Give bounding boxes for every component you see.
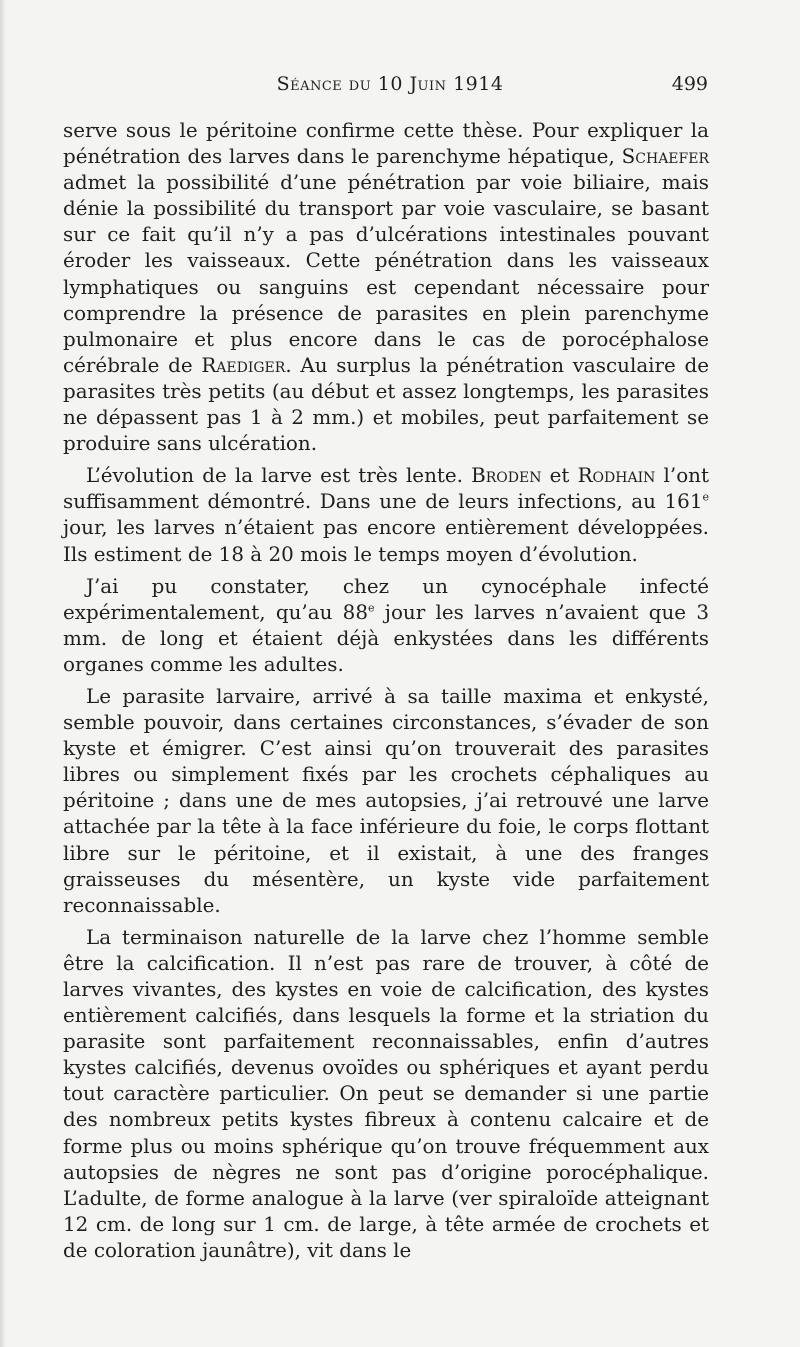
text-run: Le parasite larvaire, arrivé à sa taille maxima et enkysté, semble pouvoir, dans certaines circonstances, s’évader de son kyste et émigrer. C’est ainsi qu’on trouverait des parasites libres ou simplement fixés par les crochets céphaliques au péritoine ; dans une de mes autopsies, j’ai retrouvé une larve attachée par la tête à la face inférieure du foie, le corps flottant libre sur le péritoine, et il existait, à une des franges graisseuses du mésentère, un kyste vide parfaitement reconnaissable.: [63, 684, 709, 917]
text-run: L’évolution de la larve est très lente.: [86, 464, 472, 488]
running-header: [0, 73, 800, 103]
text-run: et: [541, 464, 578, 488]
running-title: Séance du 10 Juin 1914: [276, 73, 504, 95]
author-name: Broden: [471, 464, 542, 488]
paragraph: [63, 925, 709, 1264]
text-run: . Au surplus la pénétration vasculaire de parasites très petits (au début et assez longtemps, les parasites ne dépassent pas 1 à 2 mm.) et mobiles, peut parfaitement se produire sans ulcération.: [63, 353, 710, 456]
text-run: J’ai pu constater, chez un cynocéphale infecté expérimentalement, qu’au 88: [63, 574, 709, 624]
paragraph: [63, 463, 709, 567]
ordinal-superscript: e: [702, 490, 709, 504]
text-run: admet la possibilité d’une pénétration par voie biliaire, mais dénie la possibilité du transport par voie vasculaire, se basant sur ce fait qu’il n’y a pas d’ulcérations intestinales pouvant éroder les vaisseaux. Cette pénétration dans les vaisseaux lymphatiques ou sanguins est cependant nécessaire pour comprendre la présence de parasites en plein parenchyme pulmonaire et plus encore dans le cas de porocéphalose cérébrale de: [63, 171, 709, 377]
author-name: Rodhain: [577, 464, 656, 488]
ordinal-superscript: e: [367, 601, 375, 615]
text-run: La terminaison naturelle de la larve chez l’homme semble être la calcification. Il n’est pas rare de trouver, à côté de larves vivantes, des kystes en voie de calcification, des kystes entièrement calcifiés, dans lesquels la forme et la striation du parasite sont parfaitement reconnaissables, enfin d’autres kystes calcifiés, devenus ovoïdes ou sphériques et ayant perdu tout caractère particulier. On peut se demander si une partie des nombreux petits kystes fibreux à contenu calcaire et de forme plus ou moins sphérique qu’on trouve fréquemment aux autopsies de nègres ne sont pas d’origine porocéphalique. L’adulte, de forme analogue à la larve (ver spiraloïde atteignant 12 cm. de long sur 1 cm. de large, à tête armée de crochets et de coloration jaunâtre), vit dans le: [63, 925, 709, 1262]
body-text: [63, 118, 709, 1270]
paragraph: [63, 684, 709, 919]
author-name: Schaefer: [621, 145, 709, 169]
text-run: serve sous le péritoine confirme cette thèse. Pour expliquer la pénétration des larves dans le parenchyme hépatique,: [63, 119, 709, 169]
paragraph: [63, 574, 709, 678]
page-edge: [0, 0, 6, 1347]
text-run: jour les larves n’avaient que 3 mm. de long et étaient déjà enkystées dans les différents organes comme les adultes.: [63, 600, 709, 676]
text-run: jour, les larves n’étaient pas encore entièrement développées. Ils estiment de 18 à 20 mois le temps moyen d’évolution.: [63, 516, 709, 566]
page-number: 499: [671, 73, 708, 95]
author-name: Raediger: [201, 353, 286, 377]
text-run: l’ont suffisamment démontré. Dans une de leurs infections, au 161: [63, 464, 709, 514]
paragraph: [63, 118, 709, 457]
